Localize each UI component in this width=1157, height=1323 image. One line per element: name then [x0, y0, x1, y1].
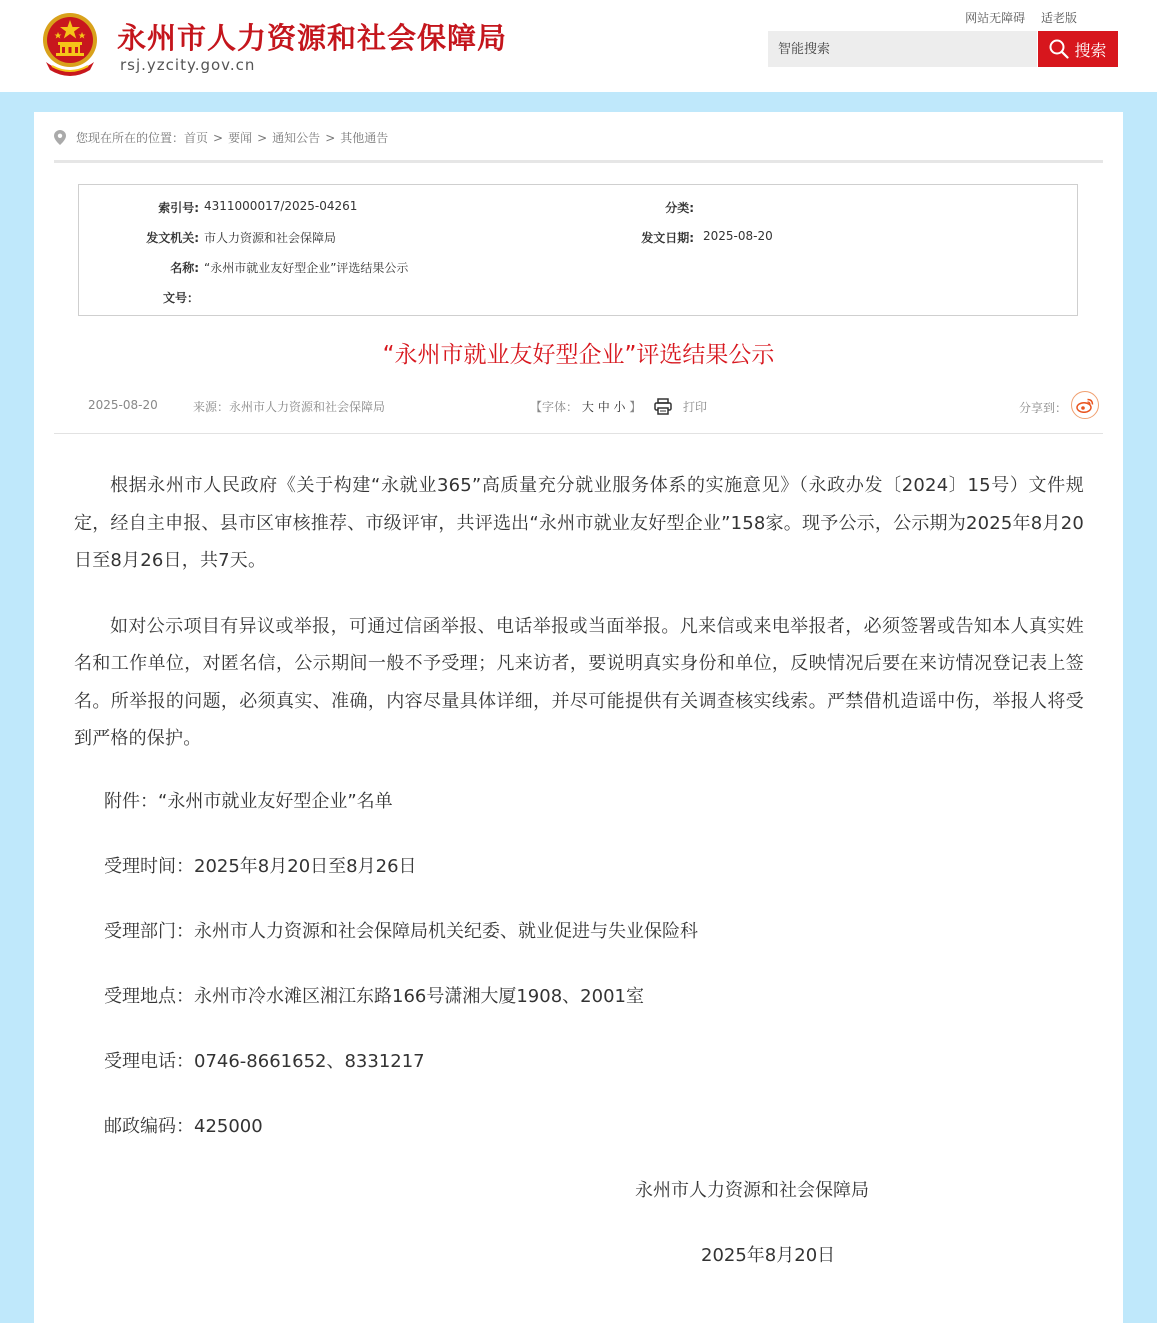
breadcrumb-other-notices[interactable]: 其他通告	[340, 131, 389, 145]
paragraph-reporting: 如对公示项目有异议或举报，可通过信函举报、电话举报或当面举报。凡来信或来电举报者，必须签署或告知本人真实姓名和工作单位，对匿名信，公示期间一般不予受理；凡来访者，要说明真实身份和单位，反映情况后要在来访情况登记表上签名。所举报的问题，必须真实、准确，内容尽量具体详细，并尽可能提供有关调查核实线索。严禁借机造谣中伤，举报人将受到严格的保护。	[74, 615, 1084, 749]
breadcrumb-separator: >	[257, 130, 268, 145]
font-size-control	[530, 398, 641, 415]
signature: 永州市人力资源和社会保障局	[635, 1180, 869, 1201]
search-button-label: 搜索	[1074, 40, 1107, 60]
info-divider	[54, 433, 1103, 434]
attachment-line	[104, 787, 393, 813]
doc-name-value: “永州市就业友好型企业”评选结果公示	[204, 261, 409, 275]
search-icon	[1049, 39, 1069, 59]
share-label: 分享到：	[1019, 401, 1068, 415]
acceptance-phone: 受理电话：0746-8661652、8331217	[104, 1051, 425, 1072]
signature-date: 2025年8月20日	[701, 1245, 836, 1266]
acceptance-department: 受理部门：永州市人力资源和社会保障局机关纪委、就业促进与失业保险科	[104, 921, 698, 942]
print-link[interactable]: 打印	[683, 400, 708, 414]
accessibility-link[interactable]: 网站无障碍	[965, 11, 1026, 25]
search-button[interactable]	[1038, 31, 1118, 67]
breadcrumb-separator: >	[213, 130, 224, 145]
font-small-button[interactable]: 小	[613, 400, 626, 414]
category-label: 分类:	[665, 201, 694, 215]
site-title[interactable]: 永州市人力资源和社会保障局	[117, 21, 508, 55]
search-input[interactable]	[768, 31, 1037, 67]
issue-date-label: 发文日期:	[641, 231, 694, 245]
site-url: rsj.yzcity.gov.cn	[120, 56, 256, 74]
index-label: 索引号:	[158, 201, 199, 215]
issuer-label: 发文机关:	[146, 231, 199, 245]
elderly-mode-link[interactable]: 适老版	[1040, 11, 1077, 25]
breadcrumb-notices[interactable]: 通知公告	[272, 131, 321, 145]
publish-date: 2025-08-20	[88, 398, 158, 412]
attachment-label: 附件：	[104, 791, 158, 812]
top-links	[953, 9, 1077, 26]
paragraph-intro: 根据永州市人民政府《关于构建“永就业365”高质量充分就业服务体系的实施意见》（永政办发〔2024〕15号）文件规定，经自主申报、县市区审核推荐、市级评审，共评选出“永州市就业友好型企业”158家。现予公示，公示期为2025年8月20日至8月26日，共7天。	[74, 475, 1084, 571]
document-metadata-box	[78, 184, 1078, 316]
breadcrumb-home[interactable]: 首页	[184, 131, 209, 145]
breadcrumb-separator: >	[325, 130, 336, 145]
weibo-share-button[interactable]	[1071, 391, 1099, 419]
site-header	[0, 0, 1157, 92]
breadcrumb-news[interactable]: 要闻	[228, 131, 253, 145]
location-pin-icon	[54, 130, 66, 145]
print-icon[interactable]	[654, 398, 672, 415]
breadcrumb-prefix: 您现在所在的位置：	[76, 131, 185, 145]
issuer-value: 市人力资源和社会保障局	[204, 231, 337, 245]
article-panel	[34, 112, 1123, 1323]
doc-name-label: 名称:	[170, 261, 199, 275]
font-size-close: 】	[629, 400, 642, 414]
acceptance-address: 受理地点：永州市冷水滩区湘江东路166号潇湘大厦1908、2001室	[104, 986, 644, 1007]
article-body	[74, 467, 1084, 758]
weibo-icon	[1076, 398, 1094, 413]
issue-date-value: 2025-08-20	[703, 229, 773, 243]
doc-number-label: 文号：	[162, 291, 199, 305]
source	[193, 398, 385, 415]
attachment-link[interactable]: “永州市就业友好型企业”名单	[158, 791, 393, 812]
article-title: “永州市就业友好型企业”评选结果公示	[382, 342, 775, 368]
breadcrumb-divider	[54, 160, 1103, 163]
source-label: 来源：	[193, 400, 230, 414]
source-value: 永州市人力资源和社会保障局	[229, 400, 386, 414]
postal-code: 邮政编码：425000	[104, 1116, 263, 1137]
breadcrumb	[54, 129, 388, 146]
index-value: 4311000017/2025-04261	[204, 199, 358, 213]
national-emblem-icon	[38, 10, 102, 78]
acceptance-time: 受理时间：2025年8月20日至8月26日	[104, 856, 417, 877]
font-large-button[interactable]: 大	[581, 400, 594, 414]
font-medium-button[interactable]: 中	[597, 400, 610, 414]
font-size-label: 【字体：	[530, 400, 579, 414]
